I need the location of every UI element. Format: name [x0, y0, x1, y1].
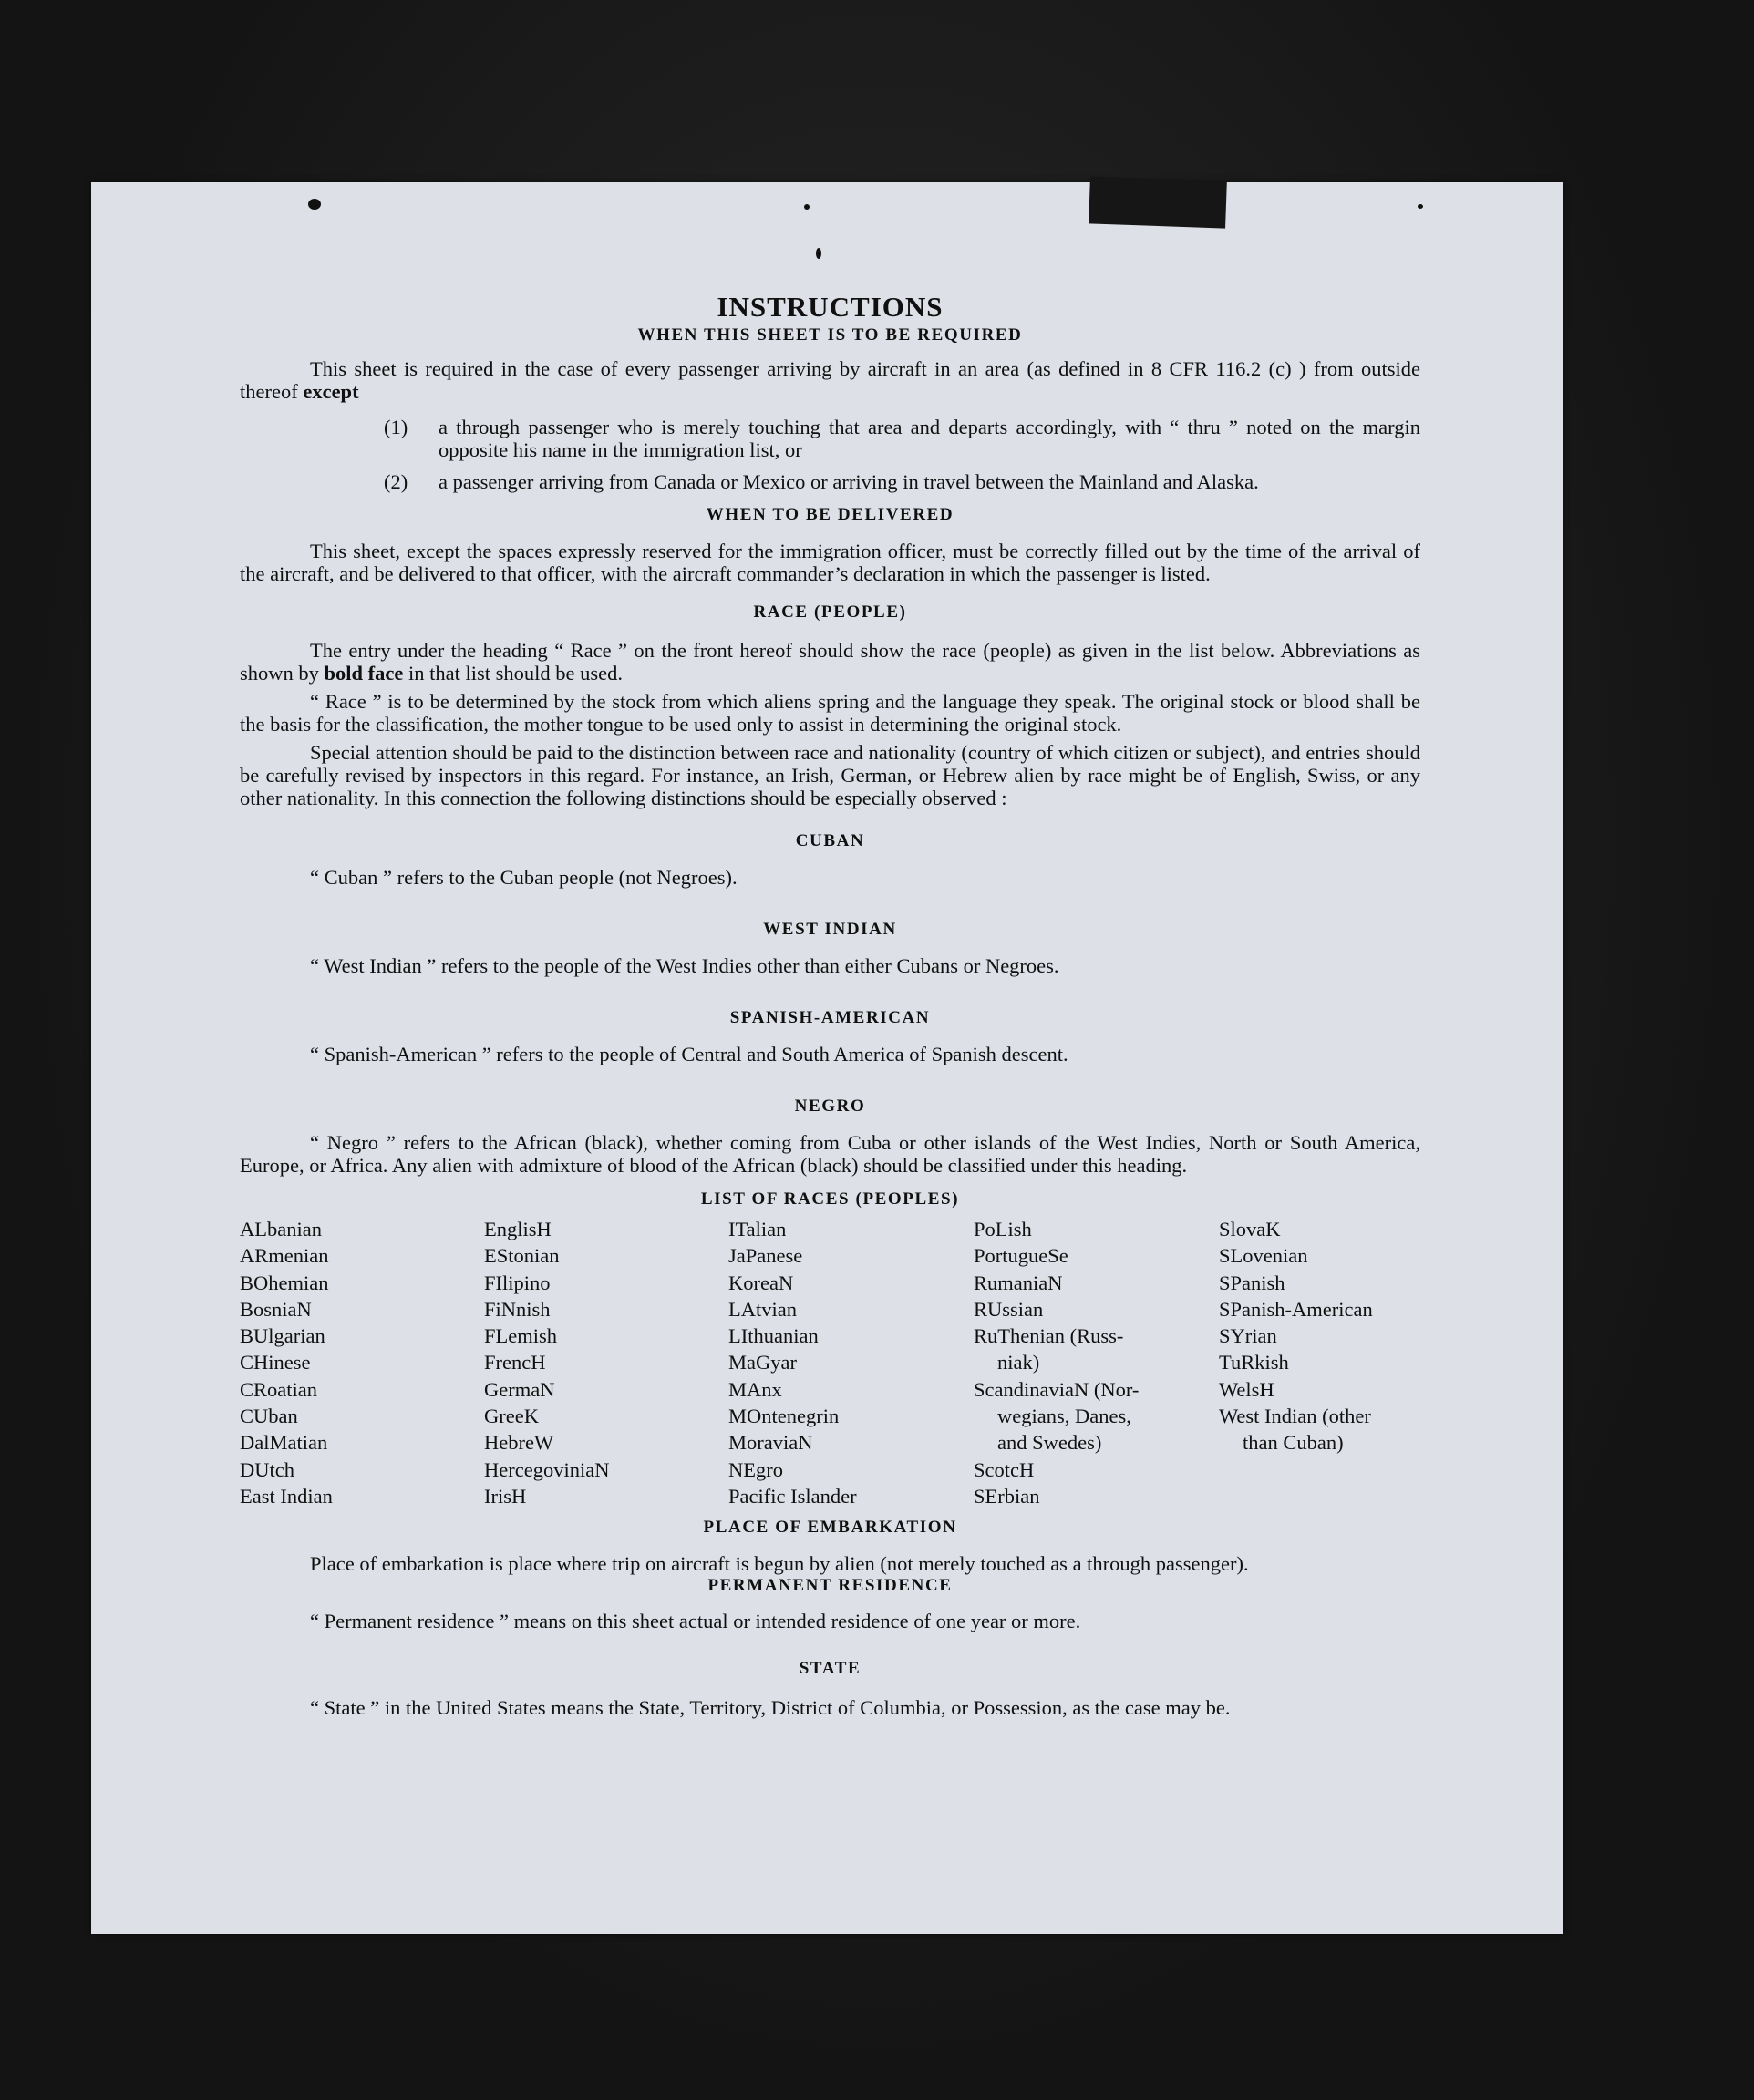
race-item: ITalian: [728, 1218, 787, 1240]
spanish-american-text: “ Spanish-American ” refers to the people of Central and South America of Spanish descent.: [310, 1043, 1068, 1065]
instructions-content: [240, 290, 1420, 1723]
race-item: ARmenian: [240, 1244, 329, 1268]
race-item: CUban: [240, 1405, 298, 1428]
ink-speck: [308, 199, 321, 210]
state-text: “ State ” in the United States means the State, Territory, District of Columbia, or Possession, as the case may be.: [310, 1696, 1231, 1720]
race-item-continuation: niak): [997, 1351, 1040, 1374]
residence-text: “ Permanent residence ” means on this sheet actual or intended residence of one year or more.: [310, 1610, 1081, 1633]
torn-corner: [1089, 176, 1227, 228]
race-item: BOhemian: [240, 1271, 329, 1294]
race-paragraph-3: Special attention should be paid to the distinction between race and nationality (country of which citizen or subject), and entries should be carefully revised by inspectors in this regard. For instance, an Irish, German, or Hebrew alien by race might be of English, Swiss, or any other nationality. In this connection the following distinctions should be especially observed :: [240, 741, 1420, 809]
race-item: SPanish: [1219, 1271, 1285, 1294]
race-item: East Indian: [240, 1484, 333, 1508]
race-item: HercegoviniaN: [484, 1457, 610, 1481]
race-item: FLemish: [484, 1324, 558, 1348]
race-column-4: [974, 1216, 1219, 1509]
race-paragraph-1: The entry under the heading “ Race ” on the front hereof should show the race (people) as given in the list below. Abbreviations as shown by bold face in that list should be used.: [240, 639, 1420, 685]
embarkation-text: Place of embarkation is place where trip on aircraft is begun by alien (not merely touched as a through passenger).: [310, 1552, 1249, 1576]
race-item: BosniaN: [240, 1297, 312, 1321]
race-column-1: [240, 1216, 484, 1509]
race-column-2: [484, 1216, 728, 1509]
heading-negro: NEGRO: [794, 1096, 866, 1116]
race-item: RuThenian (Russ-: [974, 1324, 1124, 1348]
race-item: SlovaK: [1219, 1218, 1281, 1240]
when-required-intro: This sheet is required in the case of every passenger arriving by aircraft in an area (as defined in 8 CFR 116.2 (c) ) from outside thereof except: [240, 357, 1420, 403]
race-item: RUssian: [974, 1297, 1044, 1321]
race-item: MoraviaN: [728, 1431, 813, 1455]
exception-item-2: (2) a passenger arriving from Canada or Mexico or arriving in travel between the Mainland and Alaska.: [384, 470, 1259, 493]
race-item: RumaniaN: [974, 1271, 1063, 1294]
heading-list-of-races: LIST OF RACES (PEOPLES): [700, 1189, 960, 1209]
heading-when-required: WHEN THIS SHEET IS TO BE REQUIRED: [637, 325, 1023, 345]
race-list: [240, 1216, 1420, 1509]
race-item: JaPanese: [728, 1244, 803, 1268]
race-item: MaGyar: [728, 1351, 797, 1374]
cuban-text: “ Cuban ” refers to the Cuban people (not Negroes).: [310, 866, 738, 889]
race-item: GreeK: [484, 1405, 539, 1428]
heading-west-indian: WEST INDIAN: [763, 920, 897, 939]
race-item: NEgro: [728, 1457, 783, 1481]
heading-when-delivered: WHEN TO BE DELIVERED: [706, 505, 954, 524]
race-item: CHinese: [240, 1351, 311, 1374]
heading-spanish-american: SPANISH-AMERICAN: [729, 1008, 931, 1027]
heading-state: STATE: [799, 1659, 862, 1679]
heading-cuban: CUBAN: [795, 831, 865, 850]
race-item: CRoatian: [240, 1377, 317, 1401]
race-item: PortugueSe: [974, 1244, 1068, 1268]
race-item: WelsH: [1219, 1377, 1274, 1401]
heading-embarkation: PLACE OF EMBARKATION: [703, 1518, 957, 1538]
negro-text: “ Negro ” refers to the African (black), whether coming from Cuba or other islands of the West Indies, North or South America, Europe, or Africa. Any alien with admixture of blood of the African (black) should be classified under this heading.: [240, 1131, 1420, 1177]
race-item: PoLish: [974, 1218, 1032, 1240]
race-item: FrencH: [484, 1351, 546, 1374]
ink-speck: [1418, 204, 1423, 209]
instruction-sheet: [91, 182, 1563, 1934]
race-item-continuation: than Cuban): [1243, 1431, 1344, 1455]
race-item-continuation: and Swedes): [997, 1431, 1102, 1455]
race-item: HebreW: [484, 1431, 554, 1455]
exception-item-1: (1) a through passenger who is merely touching that area and departs accordingly, with “ thru ” noted on the margin opposite his name in the immigration list, or: [384, 416, 1420, 461]
race-item: EnglisH: [484, 1218, 552, 1240]
race-item: EStonian: [484, 1244, 560, 1268]
race-item: SErbian: [974, 1484, 1040, 1508]
race-column-3: [728, 1216, 974, 1509]
race-item: MOntenegrin: [728, 1405, 840, 1428]
race-item: GermaN: [484, 1377, 555, 1401]
race-item: DalMatian: [240, 1431, 328, 1455]
when-delivered-text: This sheet, except the spaces expressly reserved for the immigration officer, must be correctly filled out by the time of the arrival of the aircraft, and be delivered to that officer, with the aircraft commander’s declaration in which the passenger is listed.: [240, 540, 1420, 585]
race-item: SYrian: [1219, 1324, 1277, 1348]
race-column-5: [1219, 1216, 1420, 1509]
heading-residence: PERMANENT RESIDENCE: [707, 1576, 953, 1596]
race-item: LAtvian: [728, 1297, 797, 1321]
race-item: ScandinaviaN (Nor-: [974, 1377, 1140, 1401]
race-item: DUtch: [240, 1457, 294, 1481]
race-item: IrisH: [484, 1484, 527, 1508]
race-item: SLovenian: [1219, 1244, 1308, 1268]
race-paragraph-2: “ Race ” is to be determined by the stock from which aliens spring and the language they speak. The original stock or blood shall be the basis for the classification, the mother tongue to be used only to assist in determining the original stock.: [240, 690, 1420, 736]
page-title: INSTRUCTIONS: [717, 291, 944, 323]
race-item: West Indian (other: [1219, 1405, 1371, 1428]
ink-speck: [804, 204, 810, 210]
race-item: TuRkish: [1219, 1351, 1289, 1374]
race-item: KoreaN: [728, 1271, 794, 1294]
race-item: MAnx: [728, 1377, 782, 1401]
race-item: FiNnish: [484, 1297, 551, 1321]
race-item-continuation: wegians, Danes,: [997, 1405, 1131, 1428]
west-indian-text: “ West Indian ” refers to the people of the West Indies other than either Cubans or Negroes.: [310, 954, 1059, 977]
race-item: SPanish-American: [1219, 1297, 1373, 1321]
heading-race: RACE (PEOPLE): [753, 602, 907, 622]
race-item: LIthuanian: [728, 1324, 819, 1348]
ink-speck: [816, 248, 821, 259]
race-item: ScotcH: [974, 1457, 1035, 1481]
race-item: FIlipino: [484, 1271, 551, 1294]
race-item: ALbanian: [240, 1218, 322, 1240]
race-item: Pacific Islander: [728, 1484, 857, 1508]
race-item: BUlgarian: [240, 1324, 325, 1348]
